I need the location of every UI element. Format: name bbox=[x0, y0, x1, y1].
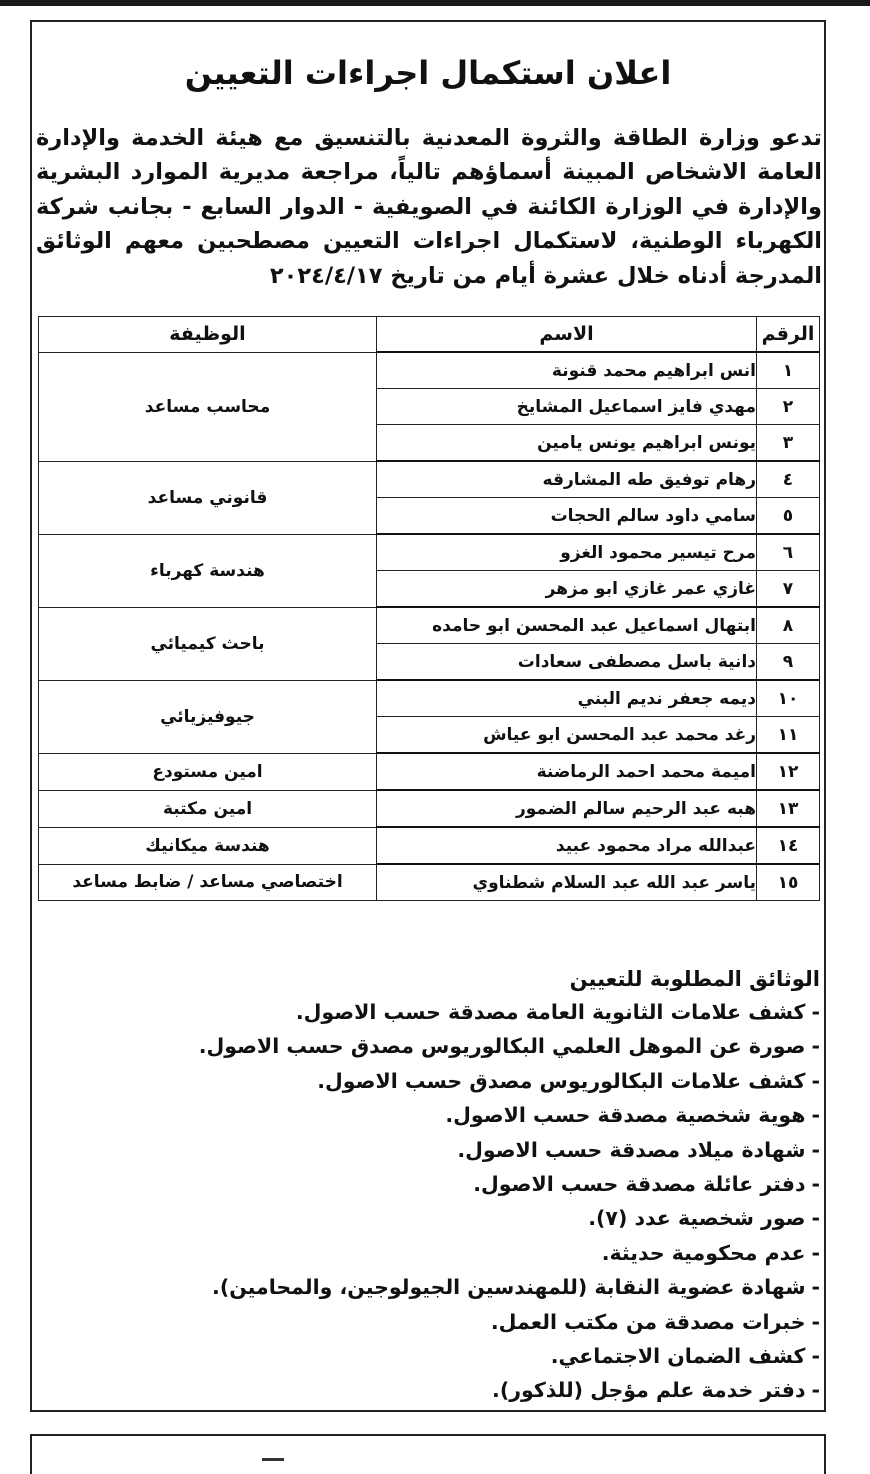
document-text: خبرات مصدقة من مكتب العمل. bbox=[490, 1309, 806, 1334]
row-job: قانوني مساعد bbox=[39, 461, 377, 534]
documents-list bbox=[120, 995, 820, 1408]
row-job: محاسب مساعد bbox=[39, 352, 377, 461]
bullet-dash: - bbox=[811, 1034, 820, 1059]
row-number: ١٢ bbox=[757, 753, 820, 790]
row-number: ٦ bbox=[757, 534, 820, 571]
list-item bbox=[120, 995, 820, 1029]
document-text: كشف الضمان الاجتماعي. bbox=[550, 1344, 806, 1369]
row-job: هندسة ميكانيك bbox=[39, 827, 377, 864]
row-name: سامي داود سالم الحجات bbox=[377, 498, 757, 535]
row-job: جيوفيزيائي bbox=[39, 680, 377, 753]
bullet-dash: - bbox=[811, 1172, 820, 1197]
row-name: رهام توفيق طه المشارقه bbox=[377, 461, 757, 498]
list-item bbox=[120, 1167, 820, 1201]
list-item bbox=[120, 1133, 820, 1167]
cropped-text-fragment bbox=[262, 1454, 284, 1461]
bullet-dash: - bbox=[811, 1103, 820, 1128]
bullet-dash: - bbox=[811, 1344, 820, 1369]
table-row bbox=[39, 680, 820, 717]
table-row bbox=[39, 352, 820, 389]
table-row bbox=[39, 827, 820, 864]
table-row bbox=[39, 461, 820, 498]
document-text: شهادة عضوية النقابة (للمهندسين الجيولوجين، والمحامين). bbox=[212, 1275, 806, 1300]
bullet-dash: - bbox=[811, 1068, 820, 1093]
row-number: ٤ bbox=[757, 461, 820, 498]
row-name: ياسر عبد الله عبد السلام شطناوي bbox=[377, 864, 757, 901]
row-name: مهدي فايز اسماعيل المشايخ bbox=[377, 389, 757, 425]
bullet-dash: - bbox=[811, 1240, 820, 1265]
row-number: ٥ bbox=[757, 498, 820, 535]
list-item bbox=[120, 1029, 820, 1063]
announcement-intro: تدعو وزارة الطاقة والثروة المعدنية بالتنسيق مع هيئة الخدمة والإدارة العامة الاشخاص المبينة أسماؤهم تالياً، مراجعة مديرية الموارد البشرية والإدارة في الوزارة الكائنة في الصويفية - الدوار السابع - بجانب شركة الكهرباء الوطنية، لاستكمال اجراءات التعيين مصطحبين معهم الوثائق المدرجة أدناه خلال عشرة أيام من تاريخ ٢٠٢٤/٤/١٧ bbox=[36, 124, 822, 289]
document-text: دفتر عائلة مصدقة حسب الاصول. bbox=[473, 1172, 806, 1197]
row-name: دانية باسل مصطفى سعادات bbox=[377, 644, 757, 681]
document-text: دفتر خدمة علم مؤجل (للذكور). bbox=[492, 1378, 806, 1403]
row-number: ٩ bbox=[757, 644, 820, 681]
row-name: رغد محمد عبد المحسن ابو عياش bbox=[377, 717, 757, 754]
header-number: الرقم bbox=[757, 317, 820, 353]
row-job: امين مستودع bbox=[39, 753, 377, 790]
list-item bbox=[120, 1270, 820, 1304]
document-text: كشف علامات الثانوية العامة مصدقة حسب الاصول. bbox=[295, 1000, 806, 1024]
announcement-title: اعلان استكمال اجراءات التعيين bbox=[184, 54, 672, 93]
bullet-dash: - bbox=[811, 1275, 820, 1300]
row-number: ٧ bbox=[757, 571, 820, 608]
bullet-dash: - bbox=[811, 1378, 820, 1403]
row-number: ٣ bbox=[757, 425, 820, 462]
table-row bbox=[39, 607, 820, 644]
row-job: هندسة كهرباء bbox=[39, 534, 377, 607]
document-text: صور شخصية عدد (٧). bbox=[588, 1206, 806, 1231]
document-text: كشف علامات البكالوريوس مصدق حسب الاصول. bbox=[317, 1068, 806, 1093]
row-number: ١ bbox=[757, 352, 820, 389]
row-name: ديمه جعفر نديم البني bbox=[377, 680, 757, 717]
table-row bbox=[39, 790, 820, 827]
row-number: ١٤ bbox=[757, 827, 820, 864]
header-name: الاسم bbox=[377, 317, 757, 353]
table-header-row bbox=[39, 317, 820, 353]
list-item bbox=[120, 1236, 820, 1270]
table-row bbox=[39, 864, 820, 901]
appointees-table bbox=[38, 316, 820, 901]
row-name: هبه عبد الرحيم سالم الضمور bbox=[377, 790, 757, 827]
row-number: ١٠ bbox=[757, 680, 820, 717]
list-item bbox=[120, 1339, 820, 1373]
bullet-dash: - bbox=[811, 1000, 820, 1024]
row-number: ١٥ bbox=[757, 864, 820, 901]
bullet-dash: - bbox=[811, 1137, 820, 1162]
table-row bbox=[39, 534, 820, 571]
list-item bbox=[120, 1373, 820, 1407]
document-text: هوية شخصية مصدقة حسب الاصول. bbox=[445, 1103, 806, 1128]
row-job: باحث كيميائي bbox=[39, 607, 377, 680]
row-name: يونس ابراهيم يونس يامين bbox=[377, 425, 757, 462]
row-name: اميمة محمد احمد الرماضنة bbox=[377, 753, 757, 790]
document-text: صورة عن الموهل العلمي البكالوريوس مصدق حسب الاصول. bbox=[198, 1034, 806, 1059]
document-text: عدم محكومية حديثة. bbox=[601, 1240, 806, 1265]
list-item bbox=[120, 1098, 820, 1132]
row-name: مرح تيسير محمود الغزو bbox=[377, 534, 757, 571]
header-job: الوظيفة bbox=[39, 317, 377, 353]
row-number: ٨ bbox=[757, 607, 820, 644]
list-item bbox=[120, 1305, 820, 1339]
list-item bbox=[120, 1201, 820, 1235]
document-text: شهادة ميلاد مصدقة حسب الاصول. bbox=[457, 1137, 806, 1162]
row-name: انس ابراهيم محمد قنونة bbox=[377, 352, 757, 389]
list-item bbox=[120, 1064, 820, 1098]
row-number: ١٣ bbox=[757, 790, 820, 827]
next-announcement-box bbox=[30, 1434, 826, 1474]
bullet-dash: - bbox=[811, 1206, 820, 1231]
row-name: ابتهال اسماعيل عبد المحسن ابو حامده bbox=[377, 607, 757, 644]
documents-heading: الوثائق المطلوبة للتعيين bbox=[569, 967, 820, 991]
row-number: ١١ bbox=[757, 717, 820, 754]
table-row bbox=[39, 753, 820, 790]
row-job: اختصاصي مساعد / ضابط مساعد bbox=[39, 864, 377, 901]
row-number: ٢ bbox=[757, 389, 820, 425]
top-border-rule bbox=[0, 0, 870, 6]
row-job: امين مكتبة bbox=[39, 790, 377, 827]
row-name: عبدالله مراد محمود عبيد bbox=[377, 827, 757, 864]
row-name: غازي عمر غازي ابو مزهر bbox=[377, 571, 757, 608]
bullet-dash: - bbox=[811, 1309, 820, 1334]
required-documents bbox=[120, 963, 820, 1408]
